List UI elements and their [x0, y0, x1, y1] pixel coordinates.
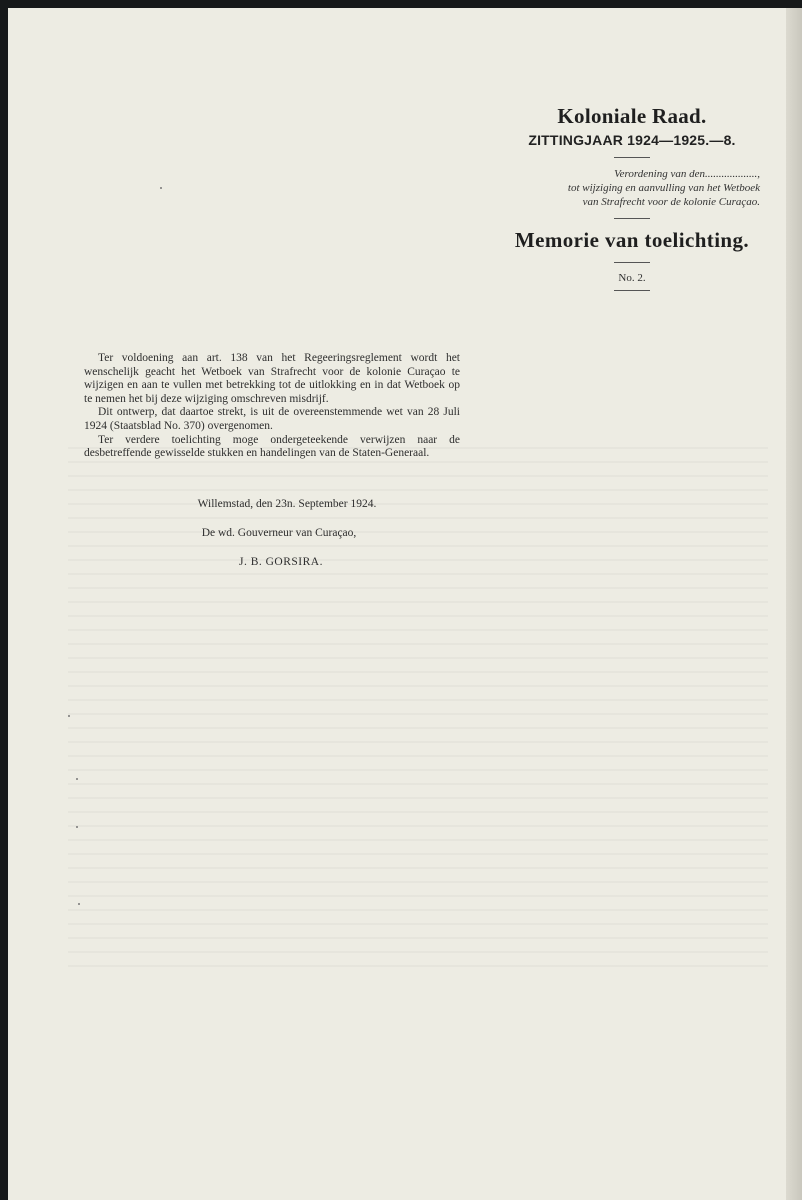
show-through-texture: [68, 438, 768, 968]
print-speck: [160, 187, 162, 189]
subject-line: Verordening van den...................,: [614, 168, 760, 180]
council-title: Koloniale Raad.: [557, 104, 707, 128]
divider: [614, 262, 650, 263]
place-and-date: Willemstad, den 23n. September 1924.: [197, 498, 377, 510]
page-edge: [786, 8, 802, 1200]
divider: [614, 218, 650, 219]
signatory-name: J. B. GORSIRA.: [238, 556, 323, 568]
paragraph: Dit ontwerp, dat daartoe strekt, is uit de overeenstemmende wet van 28 Juli 1924 (Staatsblad No. 370) overgenomen.: [84, 406, 460, 432]
memo-title: Memorie van toelichting.: [514, 228, 750, 252]
document-header: [502, 104, 762, 300]
print-speck: [76, 778, 78, 780]
print-speck: [78, 903, 80, 905]
ordinance-subject: [502, 167, 762, 209]
document-page: [8, 8, 802, 1200]
paragraph: Ter voldoening aan art. 138 van het Regeeringsreglement wordt het wenschelijk geacht het Wetboek van Strafrecht voor de kolonie Curaçao te wijzigen en aan te vullen met betrekking tot de uitlokking en in dat Wetboek op te nemen het bij deze wijziging omschreven misdrijf.: [84, 352, 460, 405]
subject-line: van Strafrecht voor de kolonie Curaçao.: [582, 196, 760, 208]
explanatory-text: [84, 352, 460, 461]
divider: [614, 157, 650, 158]
print-speck: [68, 715, 70, 717]
session-year: ZITTINGJAAR 1924—1925.—8.: [528, 132, 736, 148]
subject-line: tot wijziging en aanvulling van het Wetboek: [567, 182, 760, 194]
paragraph: Ter verdere toelichting moge ondergeteekende verwijzen naar de desbetreffende gewisselde stukken en handelingen van de Staten-Generaal.: [84, 433, 460, 460]
divider: [614, 290, 650, 291]
signatory-title: De wd. Gouverneur van Curaçao,: [201, 527, 357, 539]
print-speck: [76, 826, 78, 828]
memo-number: No. 2.: [618, 272, 646, 284]
